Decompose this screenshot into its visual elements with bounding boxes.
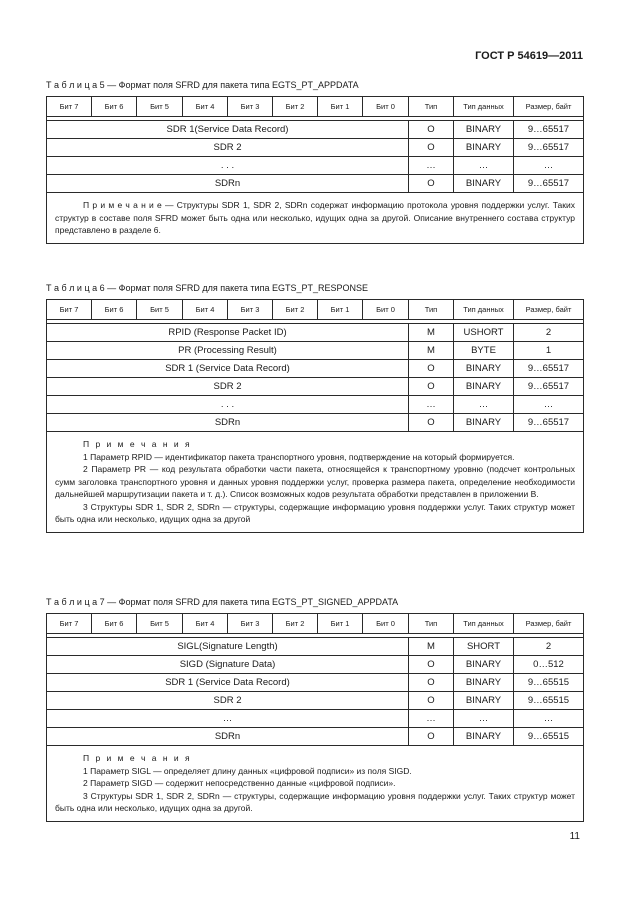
table-notes <box>47 746 584 822</box>
table-header-row <box>47 300 584 320</box>
field-size: 9…65517 <box>514 378 584 396</box>
field-type: M <box>409 638 454 656</box>
table-header-row <box>47 97 584 117</box>
table-caption <box>46 283 583 293</box>
table-row <box>47 342 584 360</box>
table-row <box>47 378 584 396</box>
field-type: … <box>409 710 454 728</box>
page-number: 11 <box>569 831 580 842</box>
field-data-type: … <box>454 157 514 175</box>
column-header: Бит 5 <box>137 300 183 320</box>
table-row <box>47 692 584 710</box>
field-data-type: BINARY <box>454 360 514 378</box>
column-header: Бит 4 <box>183 97 228 117</box>
document-header: ГОСТ Р 54619—2011 <box>475 50 583 62</box>
field-name: PR (Processing Result) <box>47 342 409 360</box>
column-header: Бит 0 <box>363 614 409 634</box>
field-type: O <box>409 121 454 139</box>
field-size: 9…65515 <box>514 692 584 710</box>
field-name: SDR 2 <box>47 378 409 396</box>
column-header: Тип данных <box>454 300 514 320</box>
field-type: O <box>409 656 454 674</box>
column-header: Бит 6 <box>92 614 137 634</box>
field-size: 9…65515 <box>514 674 584 692</box>
column-header: Бит 7 <box>47 300 92 320</box>
field-data-type: BINARY <box>454 139 514 157</box>
field-type: O <box>409 360 454 378</box>
column-header: Бит 5 <box>137 97 183 117</box>
table-notes <box>47 193 584 244</box>
field-name: SDRn <box>47 728 409 746</box>
column-header: Бит 1 <box>318 614 363 634</box>
field-name: SDR 2 <box>47 139 409 157</box>
field-name: SDR 2 <box>47 692 409 710</box>
table-caption-text: — Формат поля SFRD для пакета типа EGTS_PT_RESPONSE <box>104 283 368 293</box>
field-size: 1 <box>514 342 584 360</box>
table-caption-prefix: Т а б л и ц а 6 <box>46 283 105 293</box>
column-header: Бит 1 <box>318 97 363 117</box>
field-size: 2 <box>514 324 584 342</box>
table-caption-prefix: Т а б л и ц а 5 <box>46 80 105 90</box>
field-data-type: BYTE <box>454 342 514 360</box>
table-5-block <box>46 80 583 244</box>
field-data-type: USHORT <box>454 324 514 342</box>
table-row <box>47 710 584 728</box>
field-type: … <box>409 396 454 414</box>
table-caption-prefix: Т а б л и ц а 7 <box>46 597 105 607</box>
field-data-type: BINARY <box>454 692 514 710</box>
column-header: Тип <box>409 300 454 320</box>
table-row <box>47 638 584 656</box>
field-name: . . . <box>47 396 409 414</box>
column-header: Размер, байт <box>514 300 584 320</box>
table-6-block <box>46 283 583 533</box>
field-size: 9…65517 <box>514 414 584 432</box>
table-row <box>47 324 584 342</box>
field-name: SIGL(Signature Length) <box>47 638 409 656</box>
field-name: SDRn <box>47 175 409 193</box>
field-name: SDR 1 (Service Data Record) <box>47 674 409 692</box>
notes-row <box>47 746 584 822</box>
table-row <box>47 157 584 175</box>
table-caption <box>46 597 583 607</box>
notes-row <box>47 193 584 244</box>
notes-row <box>47 432 584 533</box>
note-paragraph: 2 Параметр PR — код результата обработки части пакета, относящейся к транспортному уровню (подсчет контрольных сумм заголовка транспортного уровня и данных уровня поддержки услуг, проверка размера пакета, определение необходимости дальнейшей маршрутизации пакета и т. д.). Список возможных кодов результата обработки представлен в приложении В. <box>55 464 575 499</box>
column-header: Размер, байт <box>514 97 584 117</box>
table-caption-text: — Формат поля SFRD для пакета типа EGTS_PT_SIGNED_APPDATA <box>104 597 399 607</box>
table-7-block <box>46 597 583 822</box>
column-header: Бит 2 <box>273 614 318 634</box>
note-paragraph: 3 Структуры SDR 1, SDR 2, SDRn — структуры, содержащие информацию уровня поддержки услуг. Таких структур может быть одна или несколько, идущих одна за другой <box>55 501 575 524</box>
field-name: SDR 1(Service Data Record) <box>47 121 409 139</box>
table-header-row <box>47 614 584 634</box>
field-name: RPID (Response Packet ID) <box>47 324 409 342</box>
column-header: Бит 0 <box>363 300 409 320</box>
table-row <box>47 414 584 432</box>
format-table <box>46 613 584 822</box>
field-name: SDR 1 (Service Data Record) <box>47 360 409 378</box>
table-row <box>47 396 584 414</box>
field-type: O <box>409 414 454 432</box>
column-header: Размер, байт <box>514 614 584 634</box>
field-type: … <box>409 157 454 175</box>
field-data-type: BINARY <box>454 378 514 396</box>
field-size: … <box>514 710 584 728</box>
field-data-type: BINARY <box>454 728 514 746</box>
field-size: … <box>514 396 584 414</box>
note-paragraph: 3 Структуры SDR 1, SDR 2, SDRn — структуры, содержащие информацию уровня поддержки услуг. Таких структур может быть одна или несколько, идущих одна за другой. <box>55 790 575 813</box>
field-data-type: BINARY <box>454 121 514 139</box>
table-caption <box>46 80 583 90</box>
column-header: Бит 2 <box>273 300 318 320</box>
column-header: Бит 6 <box>92 97 137 117</box>
field-data-type: … <box>454 710 514 728</box>
field-type: O <box>409 378 454 396</box>
field-size: 0…512 <box>514 656 584 674</box>
format-table <box>46 299 584 533</box>
field-size: 9…65517 <box>514 175 584 193</box>
column-header: Бит 6 <box>92 300 137 320</box>
field-data-type: BINARY <box>454 175 514 193</box>
field-type: M <box>409 324 454 342</box>
field-size: … <box>514 157 584 175</box>
table-row <box>47 728 584 746</box>
field-type: O <box>409 175 454 193</box>
column-header: Бит 1 <box>318 300 363 320</box>
table-row <box>47 656 584 674</box>
field-data-type: BINARY <box>454 414 514 432</box>
field-size: 9…65515 <box>514 728 584 746</box>
field-type: O <box>409 692 454 710</box>
field-size: 9…65517 <box>514 139 584 157</box>
field-name: . . . <box>47 157 409 175</box>
note-paragraph: П р и м е ч а н и е — Структуры SDR 1, SDR 2, SDRn содержат информацию протокола уровня поддержки услуг. Таких структур в составе поля SFRD может быть одна или несколько, идущих одна за другой. Описание внутреннего состава структур представлено в разделе 6. <box>55 200 575 235</box>
note-paragraph: 1 Параметр RPID — идентификатор пакета транспортного уровня, подтверждение на который формируется. <box>83 451 515 462</box>
field-size: 9…65517 <box>514 360 584 378</box>
column-header: Бит 3 <box>228 614 273 634</box>
field-type: O <box>409 674 454 692</box>
column-header: Бит 4 <box>183 300 228 320</box>
table-notes <box>47 432 584 533</box>
column-header: Бит 0 <box>363 97 409 117</box>
field-data-type: BINARY <box>454 656 514 674</box>
column-header: Бит 3 <box>228 300 273 320</box>
column-header: Тип данных <box>454 97 514 117</box>
note-paragraph: 2 Параметр SIGD — содержит непосредственно данные «цифровой подписи». <box>83 778 396 788</box>
field-data-type: … <box>454 396 514 414</box>
table-row <box>47 121 584 139</box>
column-header: Бит 5 <box>137 614 183 634</box>
notes-title: П р и м е ч а н и я <box>83 439 192 449</box>
table-caption-text: — Формат поля SFRD для пакета типа EGTS_PT_APPDATA <box>104 80 359 90</box>
column-header: Тип данных <box>454 614 514 634</box>
field-type: M <box>409 342 454 360</box>
column-header: Бит 2 <box>273 97 318 117</box>
field-name: SIGD (Signature Data) <box>47 656 409 674</box>
column-header: Бит 3 <box>228 97 273 117</box>
column-header: Тип <box>409 97 454 117</box>
field-type: O <box>409 139 454 157</box>
table-row <box>47 360 584 378</box>
column-header: Бит 7 <box>47 614 92 634</box>
format-table <box>46 96 584 244</box>
note-paragraph: 1 Параметр SIGL — определяет длину данных «цифровой подписи» из поля SIGD. <box>83 765 412 776</box>
field-name: SDRn <box>47 414 409 432</box>
field-size: 2 <box>514 638 584 656</box>
table-row <box>47 139 584 157</box>
notes-title: П р и м е ч а н и я <box>83 753 192 763</box>
field-data-type: BINARY <box>454 674 514 692</box>
field-type: O <box>409 728 454 746</box>
column-header: Бит 7 <box>47 97 92 117</box>
table-row <box>47 175 584 193</box>
field-size: 9…65517 <box>514 121 584 139</box>
table-row <box>47 674 584 692</box>
column-header: Тип <box>409 614 454 634</box>
field-data-type: SHORT <box>454 638 514 656</box>
field-name: … <box>47 710 409 728</box>
column-header: Бит 4 <box>183 614 228 634</box>
